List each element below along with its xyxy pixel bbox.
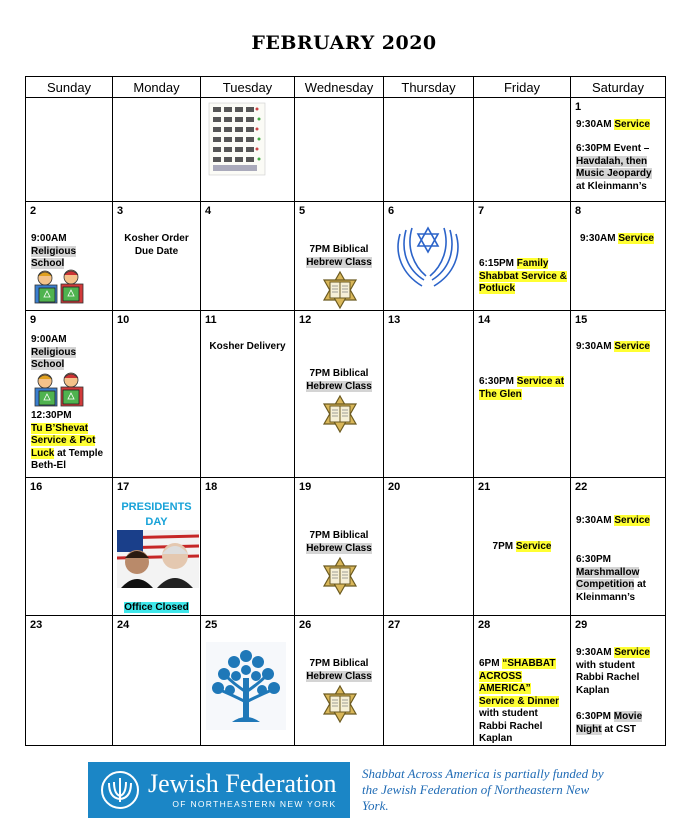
logo-subtitle: OF NORTHEASTERN NEW YORK (172, 799, 337, 809)
event-time: 6:30PM (479, 376, 517, 387)
day-number: 3 (117, 205, 124, 217)
weekday-tuesday: Tuesday (201, 77, 295, 98)
event-service (576, 119, 662, 132)
event-time: 9:30AM (580, 233, 619, 244)
day-cell-25 (201, 616, 295, 746)
day-cell-empty (113, 98, 201, 202)
day-cell-22 (571, 478, 666, 616)
event-time: 6:30PM (576, 554, 612, 565)
day-number: 12 (299, 314, 312, 326)
weekday-thursday: Thursday (384, 77, 474, 98)
day-cell-24 (113, 616, 201, 746)
day-number: 10 (117, 314, 130, 326)
day-cell-6 (384, 202, 474, 311)
event-title: “SHABBAT ACROSS AMERICA” Service & Dinner (479, 658, 560, 707)
day-cell-29 (571, 616, 666, 746)
federation-logo (88, 762, 350, 818)
torah-star-icon (320, 556, 360, 596)
day-number: 25 (205, 619, 218, 631)
event-time: 12:30PM (31, 410, 72, 421)
event-title: Service at The Glen (479, 376, 565, 400)
day-number: 23 (30, 619, 43, 631)
event-title: Marshmallow Competition (576, 566, 640, 590)
event-service (477, 541, 567, 554)
event-title: Service (618, 233, 654, 244)
event-hebrew-class (298, 368, 380, 393)
event-title: Hebrew Class (306, 670, 372, 682)
day-number: 28 (478, 619, 491, 631)
day-cell-empty (384, 98, 474, 202)
event-title: Tu B’Shevat Service & Pot Luck (31, 422, 96, 459)
weekday-wednesday: Wednesday (295, 77, 384, 98)
day-cell-1 (571, 98, 666, 202)
week-row-4 (26, 478, 666, 616)
day-number: 19 (299, 481, 312, 493)
day-cell-empty (26, 98, 113, 202)
day-number: 20 (388, 481, 401, 493)
event-time: 7PM Biblical (309, 530, 369, 541)
event-tu-bshevat (31, 410, 109, 473)
event-marshmallow (576, 554, 662, 604)
day-number: 11 (205, 314, 217, 326)
event-shabbat-across-america (479, 658, 567, 746)
day-number: 9 (30, 314, 37, 326)
event-kosher-delivery: Kosher Delivery (209, 341, 286, 352)
day-cell-7 (474, 202, 571, 311)
day-number: 18 (205, 481, 218, 493)
day-number: 22 (575, 481, 588, 493)
torah-star-icon (320, 270, 360, 310)
presidents-portrait-icon (117, 530, 199, 588)
day-number: 29 (575, 619, 588, 631)
day-cell-28 (474, 616, 571, 746)
event-time: 9:00AM (31, 233, 67, 244)
event-office-closed (115, 602, 198, 615)
event-time: 7PM Biblical (309, 368, 369, 379)
week-row-5 (26, 616, 666, 746)
event-hebrew-class (298, 658, 380, 683)
event-title: Religious School (31, 346, 77, 370)
event-service-glen (479, 376, 567, 401)
event-time: 7PM (492, 541, 516, 552)
children-reading-icon (31, 268, 87, 304)
day-number: 24 (117, 619, 130, 631)
weekday-monday: Monday (113, 77, 201, 98)
weekday-saturday: Saturday (571, 77, 666, 98)
day-number: 16 (30, 481, 43, 493)
day-number: 15 (575, 314, 588, 326)
day-number: 7 (478, 205, 485, 217)
event-title: Service (614, 119, 650, 130)
event-time: 9:30AM (576, 515, 615, 526)
event-time: 6:15PM (479, 258, 517, 269)
day-number: 27 (388, 619, 401, 631)
day-cell-14 (474, 311, 571, 478)
event-havdalah (576, 143, 662, 193)
event-title: Hebrew Class (306, 542, 372, 554)
weekday-friday: Friday (474, 77, 571, 98)
day-number: 4 (205, 205, 212, 217)
event-detail: with student Rabbi Rachel Kaplan (479, 708, 543, 744)
torah-star-icon (320, 684, 360, 724)
week-row-3 (26, 311, 666, 478)
day-cell-21 (474, 478, 571, 616)
event-time: 9:30AM (576, 119, 615, 130)
event-detail: with student Rabbi Rachel Kaplan (576, 659, 640, 696)
event-location: at Kleinmann’s (576, 180, 647, 192)
event-family-shabbat (479, 258, 567, 296)
day-cell-11 (201, 311, 295, 478)
event-religious-school (31, 334, 109, 372)
event-time: 7PM Biblical (309, 658, 369, 669)
day-cell-8 (571, 202, 666, 311)
day-cell-empty (474, 98, 571, 202)
weekday-header-row (26, 77, 666, 98)
event-title: Hebrew Class (306, 380, 372, 392)
hebrew-alphabet-chart-icon (207, 101, 267, 177)
day-cell-18 (201, 478, 295, 616)
day-cell-15 (571, 311, 666, 478)
event-title: Service (614, 647, 650, 658)
event-title: Family Shabbat Service & Potluck (479, 258, 567, 294)
event-time: 9:30AM (576, 647, 615, 658)
day-cell-empty (201, 98, 295, 202)
event-service (576, 647, 662, 697)
calendar-grid (25, 76, 666, 746)
event-time: 6PM (479, 658, 503, 669)
day-cell-16 (26, 478, 113, 616)
day-cell-19 (295, 478, 384, 616)
day-cell-2 (26, 202, 113, 311)
event-service (580, 233, 662, 246)
week-row-2 (26, 202, 666, 311)
event-service (576, 341, 662, 354)
event-religious-school (31, 233, 109, 271)
tree-of-life-icon (206, 642, 286, 730)
event-kosher-order: Kosher Order Due Date (124, 233, 189, 257)
day-number: 13 (388, 314, 401, 326)
day-cell-3 (113, 202, 201, 311)
day-cell-23 (26, 616, 113, 746)
event-hebrew-class (298, 244, 380, 269)
event-time: 9:30AM (576, 341, 615, 352)
event-title: Service (614, 515, 650, 526)
star-of-david-hands-icon (392, 214, 464, 294)
event-title: Havdalah, then Music Jeopardy (576, 155, 652, 179)
day-cell-10 (113, 311, 201, 478)
day-number: 6 (388, 205, 395, 217)
event-movie-night (576, 711, 662, 736)
day-cell-20 (384, 478, 474, 616)
office-closed-label: Office Closed (124, 602, 189, 613)
children-reading-icon (31, 371, 87, 407)
event-time: 6:30PM Event – (576, 143, 650, 154)
weekday-sunday: Sunday (26, 77, 113, 98)
event-time: 6:30PM (576, 711, 614, 722)
week-row-1 (26, 98, 666, 202)
menorah-logo-icon (100, 770, 140, 810)
day-cell-12 (295, 311, 384, 478)
funding-note: Shabbat Across America is partially funded by the Jewish Federation of Northeastern New York. (362, 766, 604, 813)
day-cell-4 (201, 202, 295, 311)
day-number: 8 (575, 205, 582, 217)
day-cell-26 (295, 616, 384, 746)
event-time: 7PM Biblical (309, 244, 369, 255)
event-location: at Kleinmann’s (576, 579, 646, 603)
event-service (576, 515, 662, 528)
logo-name: Jewish Federation (148, 769, 337, 798)
day-cell-5 (295, 202, 384, 311)
event-title: Movie Night (576, 711, 643, 735)
event-location: at CST (601, 723, 636, 735)
day-number: 1 (575, 101, 582, 113)
event-title: Service (515, 541, 552, 552)
page-title: FEBRUARY 2020 (251, 32, 437, 54)
day-number: 5 (299, 205, 306, 217)
day-cell-27 (384, 616, 474, 746)
day-cell-17 (113, 478, 201, 616)
day-cell-empty (295, 98, 384, 202)
event-title: Hebrew Class (306, 256, 372, 268)
event-hebrew-class (298, 530, 380, 555)
event-title: Service (614, 341, 650, 352)
day-number: 2 (30, 205, 37, 217)
event-time: 9:00AM (31, 334, 67, 345)
day-number: 26 (299, 619, 312, 631)
day-cell-9 (26, 311, 113, 478)
holiday-label: PRESIDENTS DAY (121, 501, 192, 528)
day-number: 14 (478, 314, 491, 326)
event-title: Religious School (31, 245, 77, 269)
day-cell-13 (384, 311, 474, 478)
day-number: 17 (117, 481, 130, 493)
event-location: at Temple Beth-El (31, 447, 104, 471)
torah-star-icon (320, 394, 360, 434)
day-number: 21 (478, 481, 491, 493)
